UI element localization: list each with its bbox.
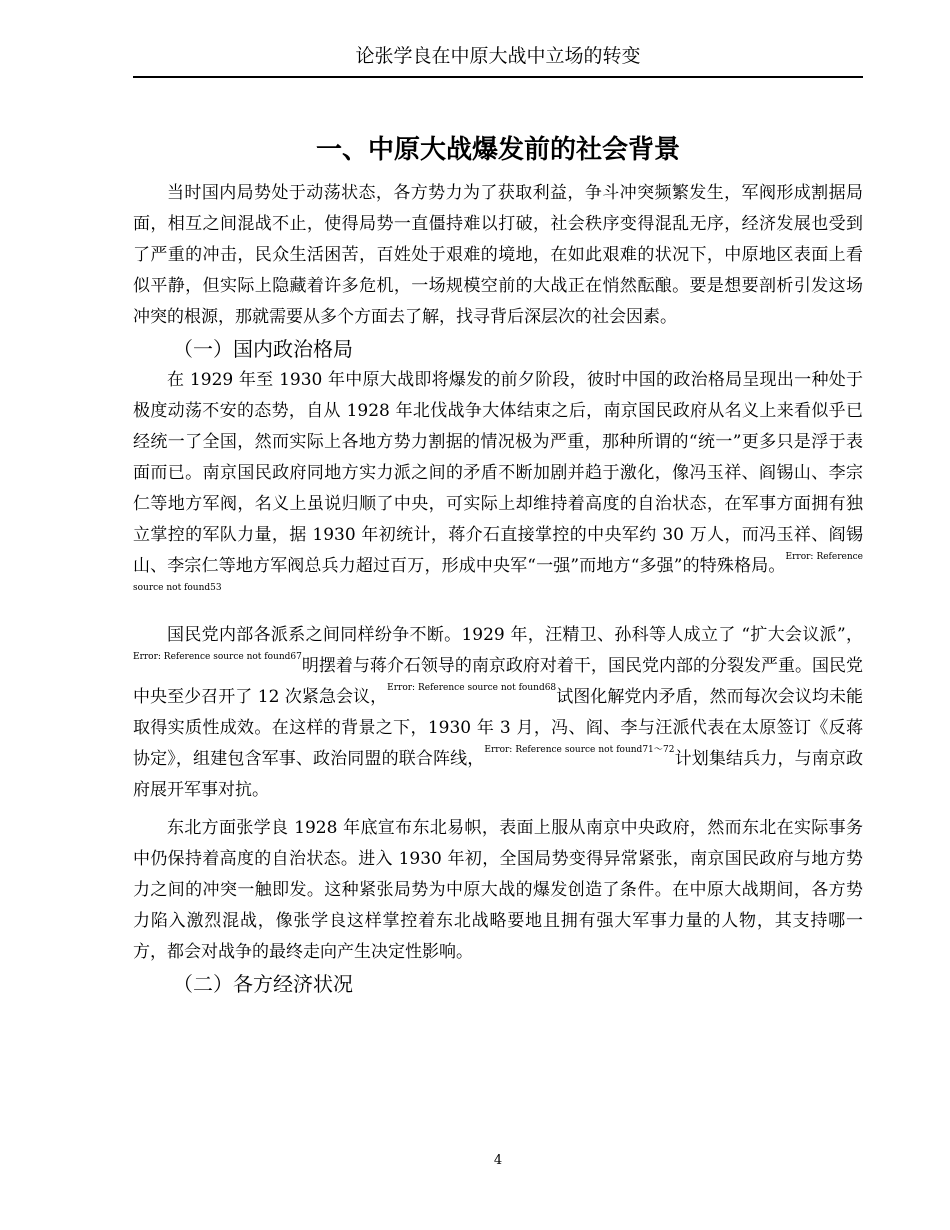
section-title: 一、中原大战爆发前的社会背景: [315, 135, 680, 165]
paragraph-text: 试图化解党内矛盾，然而每次会议均未能取得实质性成效。在这样的背景之下，1930 年 3 月，冯、阎、李与汪派代表在太原签订《反蒋协定》，组建包含军事、政治同盟的联合阵线，: [133, 687, 863, 769]
paragraph-text: 计划集结兵力，与南京政府展开军事对抗。: [133, 749, 864, 800]
body-text: [133, 178, 863, 1000]
header-rule: [133, 76, 863, 78]
citation-error-53: Error: Reference source not found53: [133, 552, 863, 593]
paragraph-text: 国民党内部各派系之间同样纷争不断。1929 年，汪精卫、孙科等人成立了 “扩大会议派”，: [167, 625, 863, 645]
paragraph-northeast: 东北方面张学良 1928 年底宣布东北易帜，表面上服从南京中央政府，然而东北在实际事务中仍保持着高度的自治状态。进入 1930 年初，全国局势变得异常紧张，南京国民政府与地方势力之间的冲突一触即发。这种紧张局势为中原大战的爆发创造了条件。在中原大战期间，各方势力陷入激烈混战，像张学良这样掌控着东北战略要地且拥有强大军事力量的人物，其支持哪一方，都会对战争的最终走向产生决定性影响。: [133, 818, 863, 962]
citation-error-71-72: Error: Reference source not found71～72: [484, 745, 675, 755]
subsection-heading-political: （一）国内政治格局: [173, 337, 353, 361]
citation-error-67: Error: Reference source not found67: [133, 652, 302, 662]
running-header: 论张学良在中原大战中立场的转变: [355, 45, 641, 67]
subsection-heading-economic: （二）各方经济状况: [173, 972, 353, 996]
intro-paragraph: 当时国内局势处于动荡状态，各方势力为了获取利益，争斗冲突频繁发生，军阀形成割据局面，相互之间混战不止，使得局势一直僵持难以打破，社会秩序变得混乱无序，经济发展也受到了严重的冲击，民众生活困苦，百姓处于艰难的境地，在如此艰难的状况下，中原地区表面上看似平静，但实际上隐藏着许多危机，一场规模空前的大战正在悄然酝酿。要是想要剖析引发这场冲突的根源，那就需要从多个方面去了解，找寻背后深层次的社会因素。: [133, 183, 863, 327]
paragraph-text: 明摆着与蒋介石领导的南京政府对着干，国民党内部的分裂发严重。国民党中央至少召开了 12 次紧急会议，: [133, 656, 864, 707]
page-number: 4: [493, 1153, 503, 1168]
citation-error-68: Error: Reference source not found68: [387, 683, 557, 693]
paragraph-text: 在 1929 年至 1930 年中原大战即将爆发的前夕阶段，彼时中国的政治格局呈现出一种处于极度动荡不安的态势，自从 1928 年北伐战争大体结束之后，南京国民政府从名义上来看似乎已经统一了全国，然而实际上各地方势力割据的情况极为严重，那种所谓的“统一”更多只是浮于表面而已。南京国民政府同地方实力派之间的矛盾不断加剧并趋于激化，像冯玉祥、阎锡山、李宗仁等地方军阀，名义上虽说归顺了中央，可实际上却维持着高度的自治状态，在军事方面拥有独立掌控的军队力量，据 1930 年初统计，蒋介石直接掌控的中央军约 30 万人，而冯玉祥、阎锡山、李宗仁等地方军阀总兵力超过百万，形成中央军“一强”而地方“多强”的特殊格局。: [133, 370, 863, 576]
paragraph-party-factions: [133, 620, 863, 806]
paragraph-political-landscape: [133, 365, 863, 613]
